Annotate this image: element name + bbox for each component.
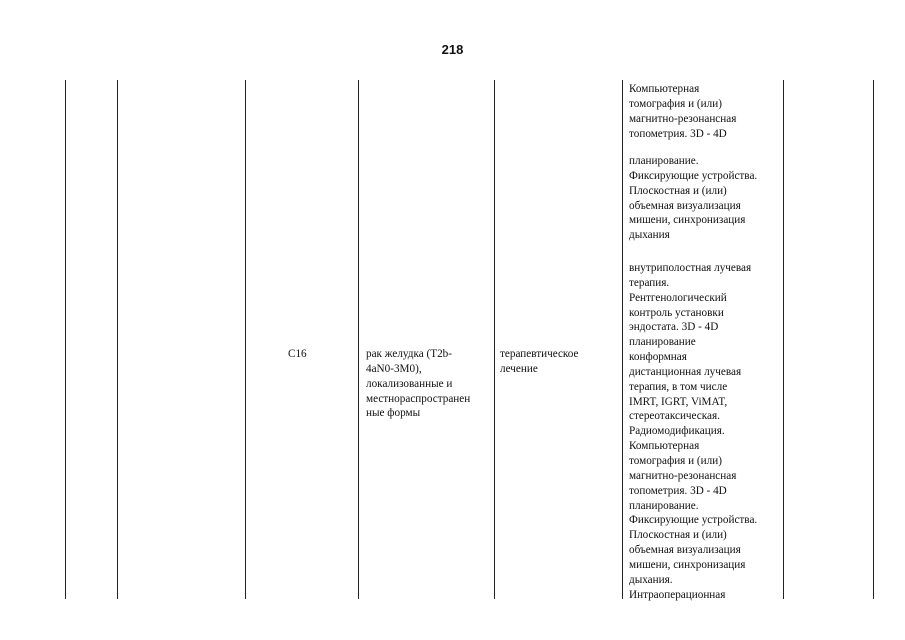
cell-method-block: Компьютерная томография и (или) магнитно-резонансная топометрия. 3D - 4D — [629, 83, 737, 140]
column-border — [358, 80, 359, 599]
column-border — [65, 80, 66, 599]
column-border — [245, 80, 246, 599]
column-border — [622, 80, 623, 599]
page-number: 218 — [441, 42, 464, 57]
cell-method-block: планирование. Фиксирующие устройства. Плоскостная и (или) объемная визуализация мишени, синхронизация дыхания — [629, 155, 758, 242]
column-border — [494, 80, 495, 599]
column-border — [873, 80, 874, 599]
cell-icd-code: C16 — [288, 348, 307, 360]
cell-treatment-type: терапевтическое лечение — [500, 348, 579, 375]
cell-diagnosis: рак желудка (T2b- 4aN0-3M0), локализованные и местнораспространен ные формы — [366, 348, 471, 420]
cell-method-block: внутриполостная лучевая терапия. Рентгенологический контроль установки эндостата. 3D - 4D планирование конформная дистанционная лучевая терапия, в том числе IMRT, IGRT, ViMAT, стереотаксическая. Радиомодификация. Компьютерная томография и (или) магнитно-резонансная топометрия. 3D - 4D планирование. Фиксирующие устройства. Плоскостная и (или) объемная визуализация мишени, синхронизация дыхания. Интраоперационная — [629, 262, 758, 601]
column-border — [117, 80, 118, 599]
